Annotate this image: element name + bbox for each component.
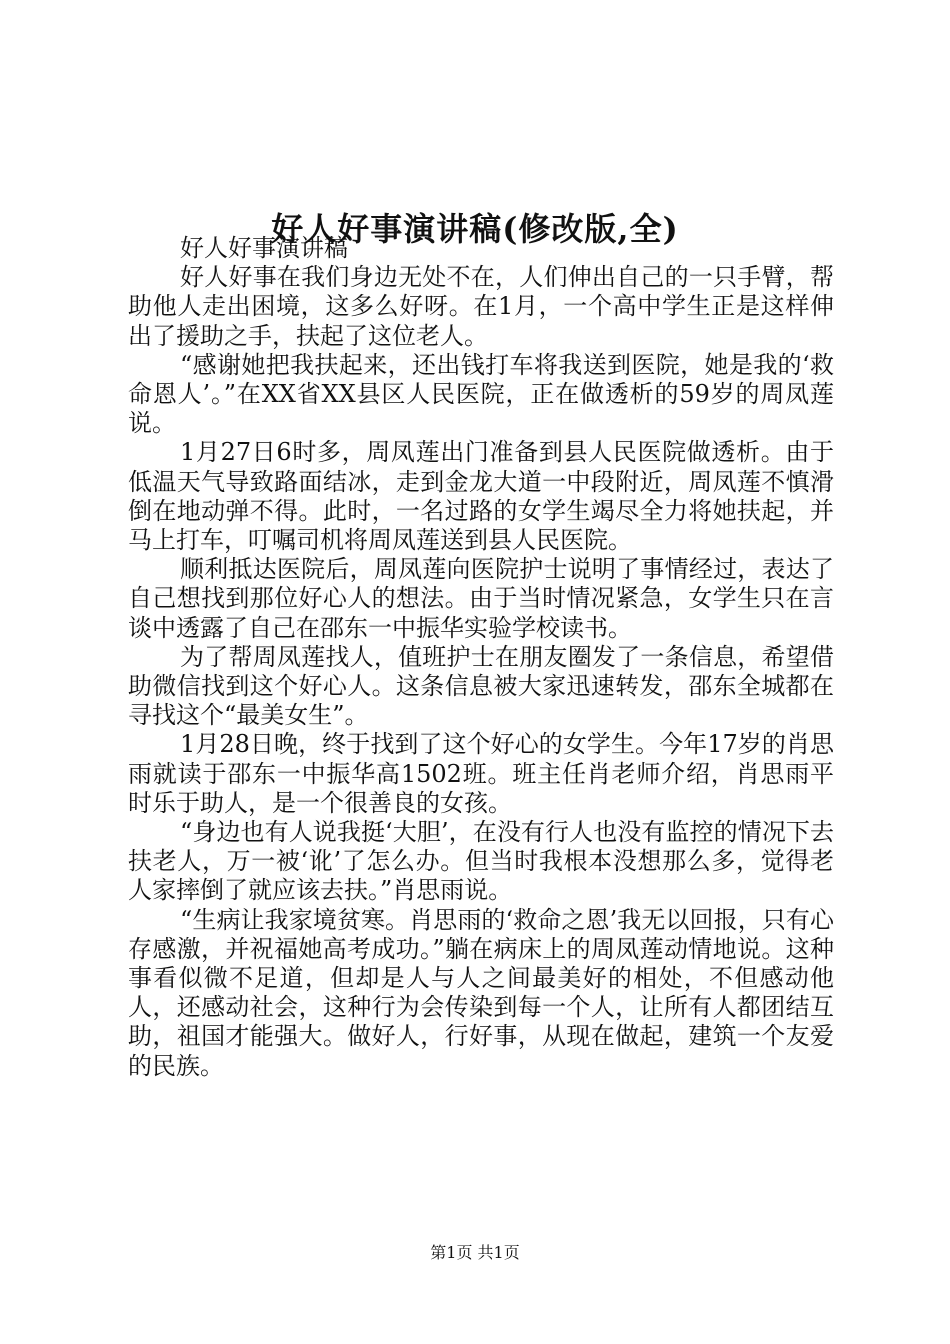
paragraph: “身边也有人说我挺‘大胆’，在没有行人也没有监控的情况下去扶老人，万一被‘讹’了怎么办。但当时我根本没想那么多，觉得老人家摔倒了就应该去扶。”肖思雨说。 — [128, 818, 834, 905]
paragraph: “生病让我家境贫寒。肖思雨的‘救命之恩’我无以回报，只有心存感激，并祝福她高考成功。”躺在病床上的周凤莲动情地说。这种事看似微不足道，但却是人与人之间最美好的相处，不但感动他人，还感动社会，这种行为会传染到每一个人，让所有人都团结互助，祖国才能强大。做好人，行好事，从现在做起，建筑一个友爱的民族。 — [128, 905, 834, 1080]
paragraph: 1月28日晚，终于找到了这个好心的女学生。今年17岁的肖思雨就读于邵东一中振华高1502班。班主任肖老师介绍，肖思雨平时乐于助人，是一个很善良的女孩。 — [128, 730, 834, 817]
paragraph: 为了帮周凤莲找人，值班护士在朋友圈发了一条信息，希望借助微信找到这个好心人。这条信息被大家迅速转发，邵东全城都在寻找这个“最美女生”。 — [128, 642, 834, 730]
document-body — [128, 234, 834, 1081]
paragraph-heading: 好人好事演讲稿 — [180, 234, 348, 262]
paragraph: 顺利抵达医院后，周凤莲向医院护士说明了事情经过，表达了自己想找到那位好心人的想法。由于当时情况紧急，女学生只在言谈中透露了自己在邵东一中振华实验学校读书。 — [128, 555, 834, 642]
paragraph: 好人好事在我们身边无处不在，人们伸出自己的一只手臂，帮助他人走出困境，这多么好呀。在1月，一个高中学生正是这样伸出了援助之手，扶起了这位老人。 — [128, 263, 834, 350]
paragraph: 1月27日6时多，周凤莲出门准备到县人民医院做透析。由于低温天气导致路面结冰，走到金龙大道一中段附近，周凤莲不慎滑倒在地动弹不得。此时，一名过路的女学生竭尽全力将她扶起，并马上打车，叮嘱司机将周凤莲送到县人民医院。 — [128, 438, 834, 555]
paragraph: “感谢她把我扶起来，还出钱打车将我送到医院，她是我的‘救命恩人’。”在XX省XX县区人民医院，正在做透析的59岁的周凤莲说。 — [128, 350, 834, 438]
page-footer: 第1页 共1页 — [430, 1243, 520, 1262]
document-title: 好人好事演讲稿(修改版,全) — [271, 210, 679, 249]
